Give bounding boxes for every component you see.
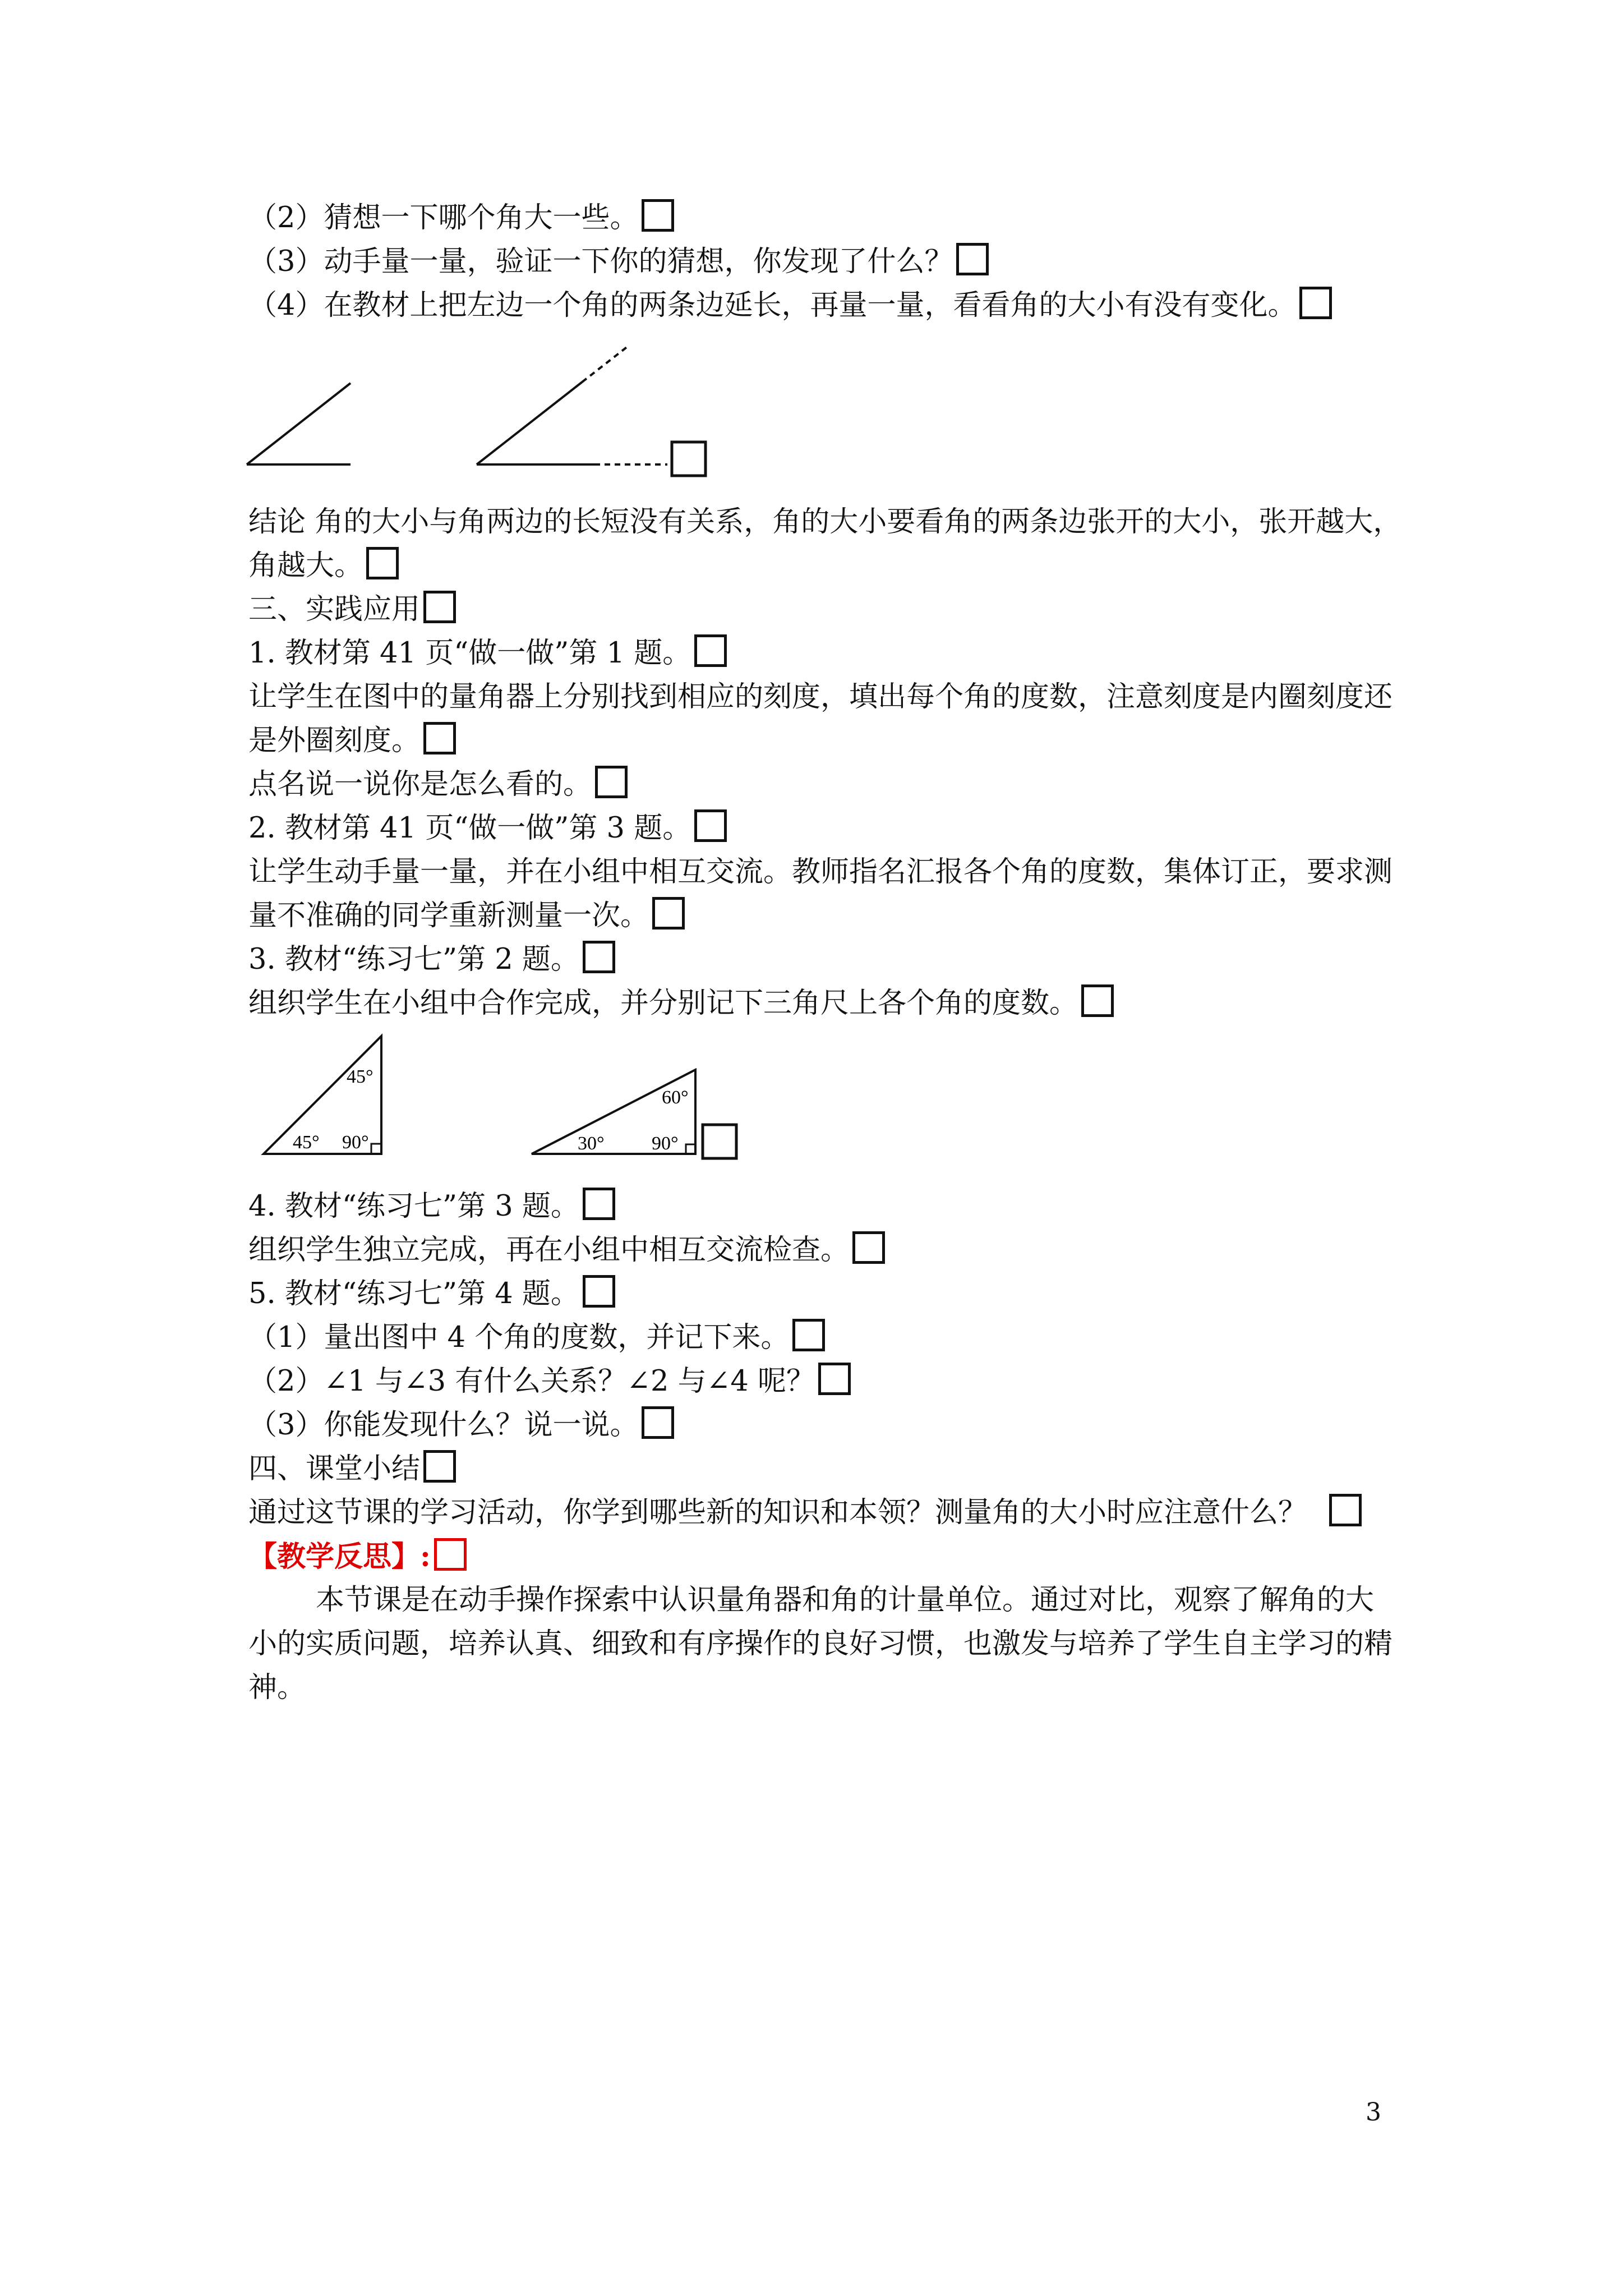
section-heading: 三、实践应用 [248, 588, 1398, 632]
checkbox[interactable] [366, 547, 399, 579]
text-line: （2）∠1 与∠3 有什么关系？∠2 与∠4 呢？ [248, 1360, 1398, 1404]
text-line: 1. 教材第 41 页“做一做”第 1 题。 [248, 632, 1398, 675]
text-line: 让学生在图中的量角器上分别找到相应的刻度，填出每个角的度数，注意刻度是内圈刻度还 [248, 680, 1393, 714]
text-line: 2. 教材第 41 页“做一做”第 3 题。 [248, 807, 1398, 850]
reflection-heading: 【教学反思】: [248, 1535, 1398, 1579]
text-line: 角越大。 [248, 544, 1398, 588]
checkbox[interactable] [818, 1363, 851, 1395]
text-line: 点名说一说你是怎么看的。 [248, 763, 1398, 807]
section-heading: 四、课堂小结 [248, 1447, 1398, 1491]
angle-label: 90° [342, 1132, 369, 1153]
checkbox[interactable] [956, 243, 989, 275]
checkbox[interactable] [652, 897, 685, 930]
text-line: 组织学生在小组中合作完成，并分别记下三角尺上各个角的度数。 [248, 982, 1398, 1025]
checkbox[interactable] [583, 1188, 615, 1220]
checkbox[interactable] [792, 1319, 825, 1351]
angle-label: 45° [293, 1132, 320, 1153]
text-line: 4. 教材“练习七”第 3 题。 [248, 1185, 1398, 1228]
text-line: （3）你能发现什么？说一说。 [248, 1404, 1398, 1447]
checkbox[interactable] [583, 941, 615, 973]
text-line: 组织学生独立完成，再在小组中相互交流检查。 [248, 1228, 1398, 1272]
text-line: （1）量出图中 4 个角的度数，并记下来。 [248, 1316, 1398, 1360]
checkbox[interactable] [423, 1450, 456, 1483]
text-line: （3）动手量一量，验证一下你的猜想，你发现了什么？ [248, 240, 1398, 284]
text-line: 小的实质问题，培养认真、细致和有序操作的良好习惯，也激发与培养了学生自主学习的精 [248, 1627, 1393, 1660]
checkbox[interactable] [642, 1406, 674, 1439]
checkbox[interactable] [423, 591, 456, 623]
text-line: 是外圈刻度。 [248, 719, 1398, 763]
text-line: 结论 角的大小与角两边的长短没有关系，角的大小要看角的两条边张开的大小，张开越大， [248, 505, 1402, 539]
checkbox[interactable] [694, 809, 727, 842]
text-line: 3. 教材“练习七”第 2 题。 [248, 938, 1398, 982]
page-number: 3 [1366, 2098, 1381, 2127]
angle-label: 30° [578, 1133, 605, 1154]
text-line: 通过这节课的学习活动，你学到哪些新的知识和本领？测量角的大小时应注意什么？ [248, 1491, 1398, 1535]
checkbox[interactable] [703, 1125, 736, 1158]
angle-label: 60° [662, 1087, 689, 1108]
text-line: （2）猜想一下哪个角大一些。 [248, 196, 1398, 240]
checkbox[interactable] [852, 1231, 885, 1264]
checkbox[interactable] [1081, 984, 1114, 1017]
checkbox[interactable] [434, 1538, 467, 1571]
text-line: 神。 [248, 1671, 306, 1704]
checkbox[interactable] [583, 1275, 615, 1308]
checkbox[interactable] [423, 722, 456, 754]
checkbox[interactable] [642, 199, 674, 232]
text-line: （4）在教材上把左边一个角的两条边延长，再量一量，看看角的大小有没有变化。 [248, 284, 1398, 328]
text-line: 本节课是在动手操作探索中认识量角器和角的计量单位。通过对比，观察了解角的大 [316, 1584, 1375, 1617]
checkbox[interactable] [694, 634, 727, 667]
checkbox[interactable] [1299, 287, 1332, 319]
text-line: 5. 教材“练习七”第 4 题。 [248, 1272, 1398, 1316]
angle-label: 45° [347, 1066, 374, 1087]
angle-figure [241, 337, 746, 488]
triangle-figure [247, 1029, 751, 1170]
checkbox[interactable] [595, 766, 628, 798]
text-line: 让学生动手量一量，并在小组中相互交流。教师指名汇报各个角的度数，集体订正，要求测 [248, 855, 1393, 889]
checkbox[interactable] [672, 442, 706, 476]
angle-label: 90° [652, 1133, 679, 1154]
text-line: 量不准确的同学重新测量一次。 [248, 894, 1398, 938]
checkbox[interactable] [1329, 1494, 1362, 1526]
